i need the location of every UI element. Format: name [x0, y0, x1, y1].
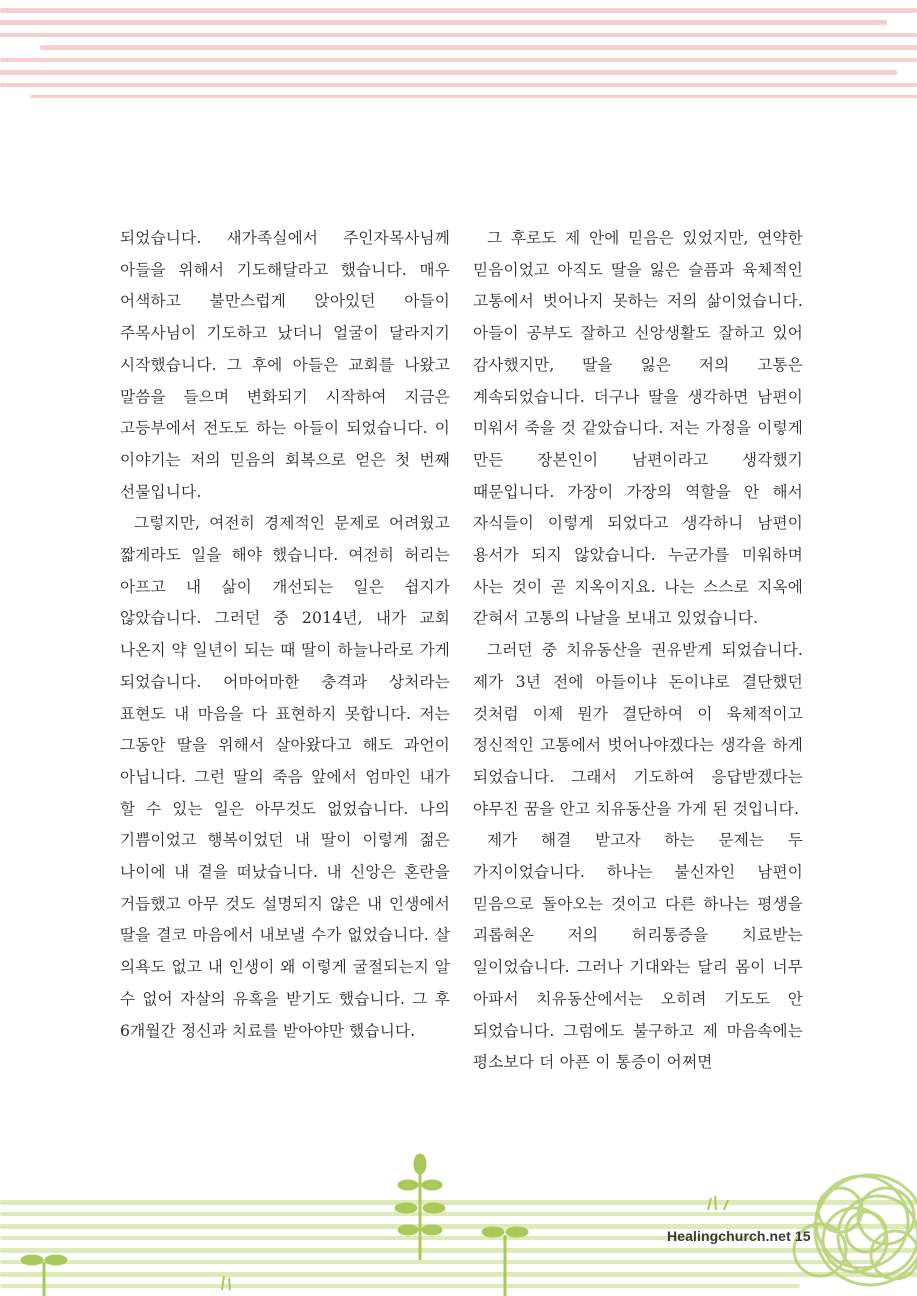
paragraph: 제가 해결 받고자 하는 문제는 두 가지이었습니다. 하나는 불신자인 남편이 믿음으로 돌아오는 것이고 다른 하나는 평생을 괴롭혀온 저의 허리통증을 치료받는 일이었습니다. 그러나 기대와는 달리 몸이 너무 아파서 치유동산에서는 오히려 기도도 안 되었습니다. 그럼에도 불구하고 제 마음속에는 평소보다 더 아픈 이 통증이 어쩌면 [473, 831, 803, 1072]
paragraph: 그 후로도 제 안에 믿음은 있었지만, 연약한 믿음이었고 아직도 딸을 잃은 슬픔과 육체적인 고통에서 벗어나지 못하는 저의 삶이었습니다. 아들이 공부도 잘하고 신앙생활도 잘하고 있어 감사했지만, 딸을 잃은 저의 고통은 계속되었습니다. 더구나 딸을 생각하면 남편이 미워서 죽을 것 같았습니다. 저는 가정을 이렇게 만든 장본인이 남편이라고 생각했기 때문입니다. 가장이 가장의 역할을 안 해서 자식들이 이렇게 되었다고 생각하니 남편이 용서가 되지 않았습니다. 누군가를 미워하며 사는 것이 곧 지옥이지요. 나는 스스로 지옥에 갇혀서 고통의 나날을 보내고 있었습니다. [473, 229, 803, 628]
bottom-plant-decoration [0, 1150, 917, 1296]
page-number: 15 [794, 1228, 811, 1244]
scribble-bush-icon [794, 1175, 917, 1285]
paragraph: 그렇지만, 여전히 경제적인 문제로 어려웠고 짧게라도 일을 해야 했습니다. 여전히 허리는 아프고 내 삶이 개선되는 일은 쉽지가 않았습니다. 그러던 중 2014년, 내가 교회 나온지 약 일년이 되는 때 딸이 하늘나라로 가게 되었습니다. 어마어마한 충격과 상처라는 표현도 내 마음을 다 표현하지 못합니다. 저는 그동안 딸을 위해서 살아왔다고 해도 과언이 아닙니다. 그런 딸의 죽음 앞에서 엄마인 내가 할 수 있는 일은 아무것도 없었습니다. 나의 기쁨이었고 행복이었던 내 딸이 이렇게 젊은 나이에 내 곁을 떠났습니다. 내 신앙은 혼란을 거듭했고 아무 것도 설명되지 않은 내 인생에서 딸을 결코 마음에서 내보낼 수가 없었습니다. 살 의욕도 없고 내 인생이 왜 이렇게 굴절되는지 알 수 없어 자살의 유혹을 받기도 했습니다. 그 후 6개월간 정신과 치료를 받아야만 했습니다. [120, 514, 450, 1040]
footer-page-credit [667, 1228, 811, 1244]
article-left-column [120, 223, 450, 1047]
green-stripes [0, 1200, 917, 1288]
site-url: Healingchurch.net [667, 1228, 791, 1244]
article-right-column [473, 223, 803, 1079]
paragraph: 되었습니다. 새가족실에서 주인자목사님께 아들을 위해서 기도해달라고 했습니다. 매우 어색하고 불만스럽게 앉아있던 아들이 주목사님이 기도하고 났더니 얼굴이 달라지기 시작했습니다. 그 후에 아들은 교회를 나왔고 말씀을 들으며 변화되기 시작하여 지금은 고등부에서 전도도 하는 아들이 되었습니다. 이 이야기는 저의 믿음의 회복으로 얻은 첫 번째 선물입니다. [120, 229, 450, 501]
paragraph: 그러던 중 치유동산을 권유받게 되었습니다. 제가 3년 전에 아들이냐 돈이냐로 결단했던 것처럼 이제 뭔가 결단하여 이 육체적이고 정신적인 고통에서 벗어나야겠다는 생각을 하게 되었습니다. 그래서 기도하여 응답받겠다는 야무진 꿈을 안고 치유동산을 가게 된 것입니다. [473, 641, 803, 818]
sprout-icon [395, 1154, 445, 1260]
top-stripe-decoration [0, 0, 917, 110]
